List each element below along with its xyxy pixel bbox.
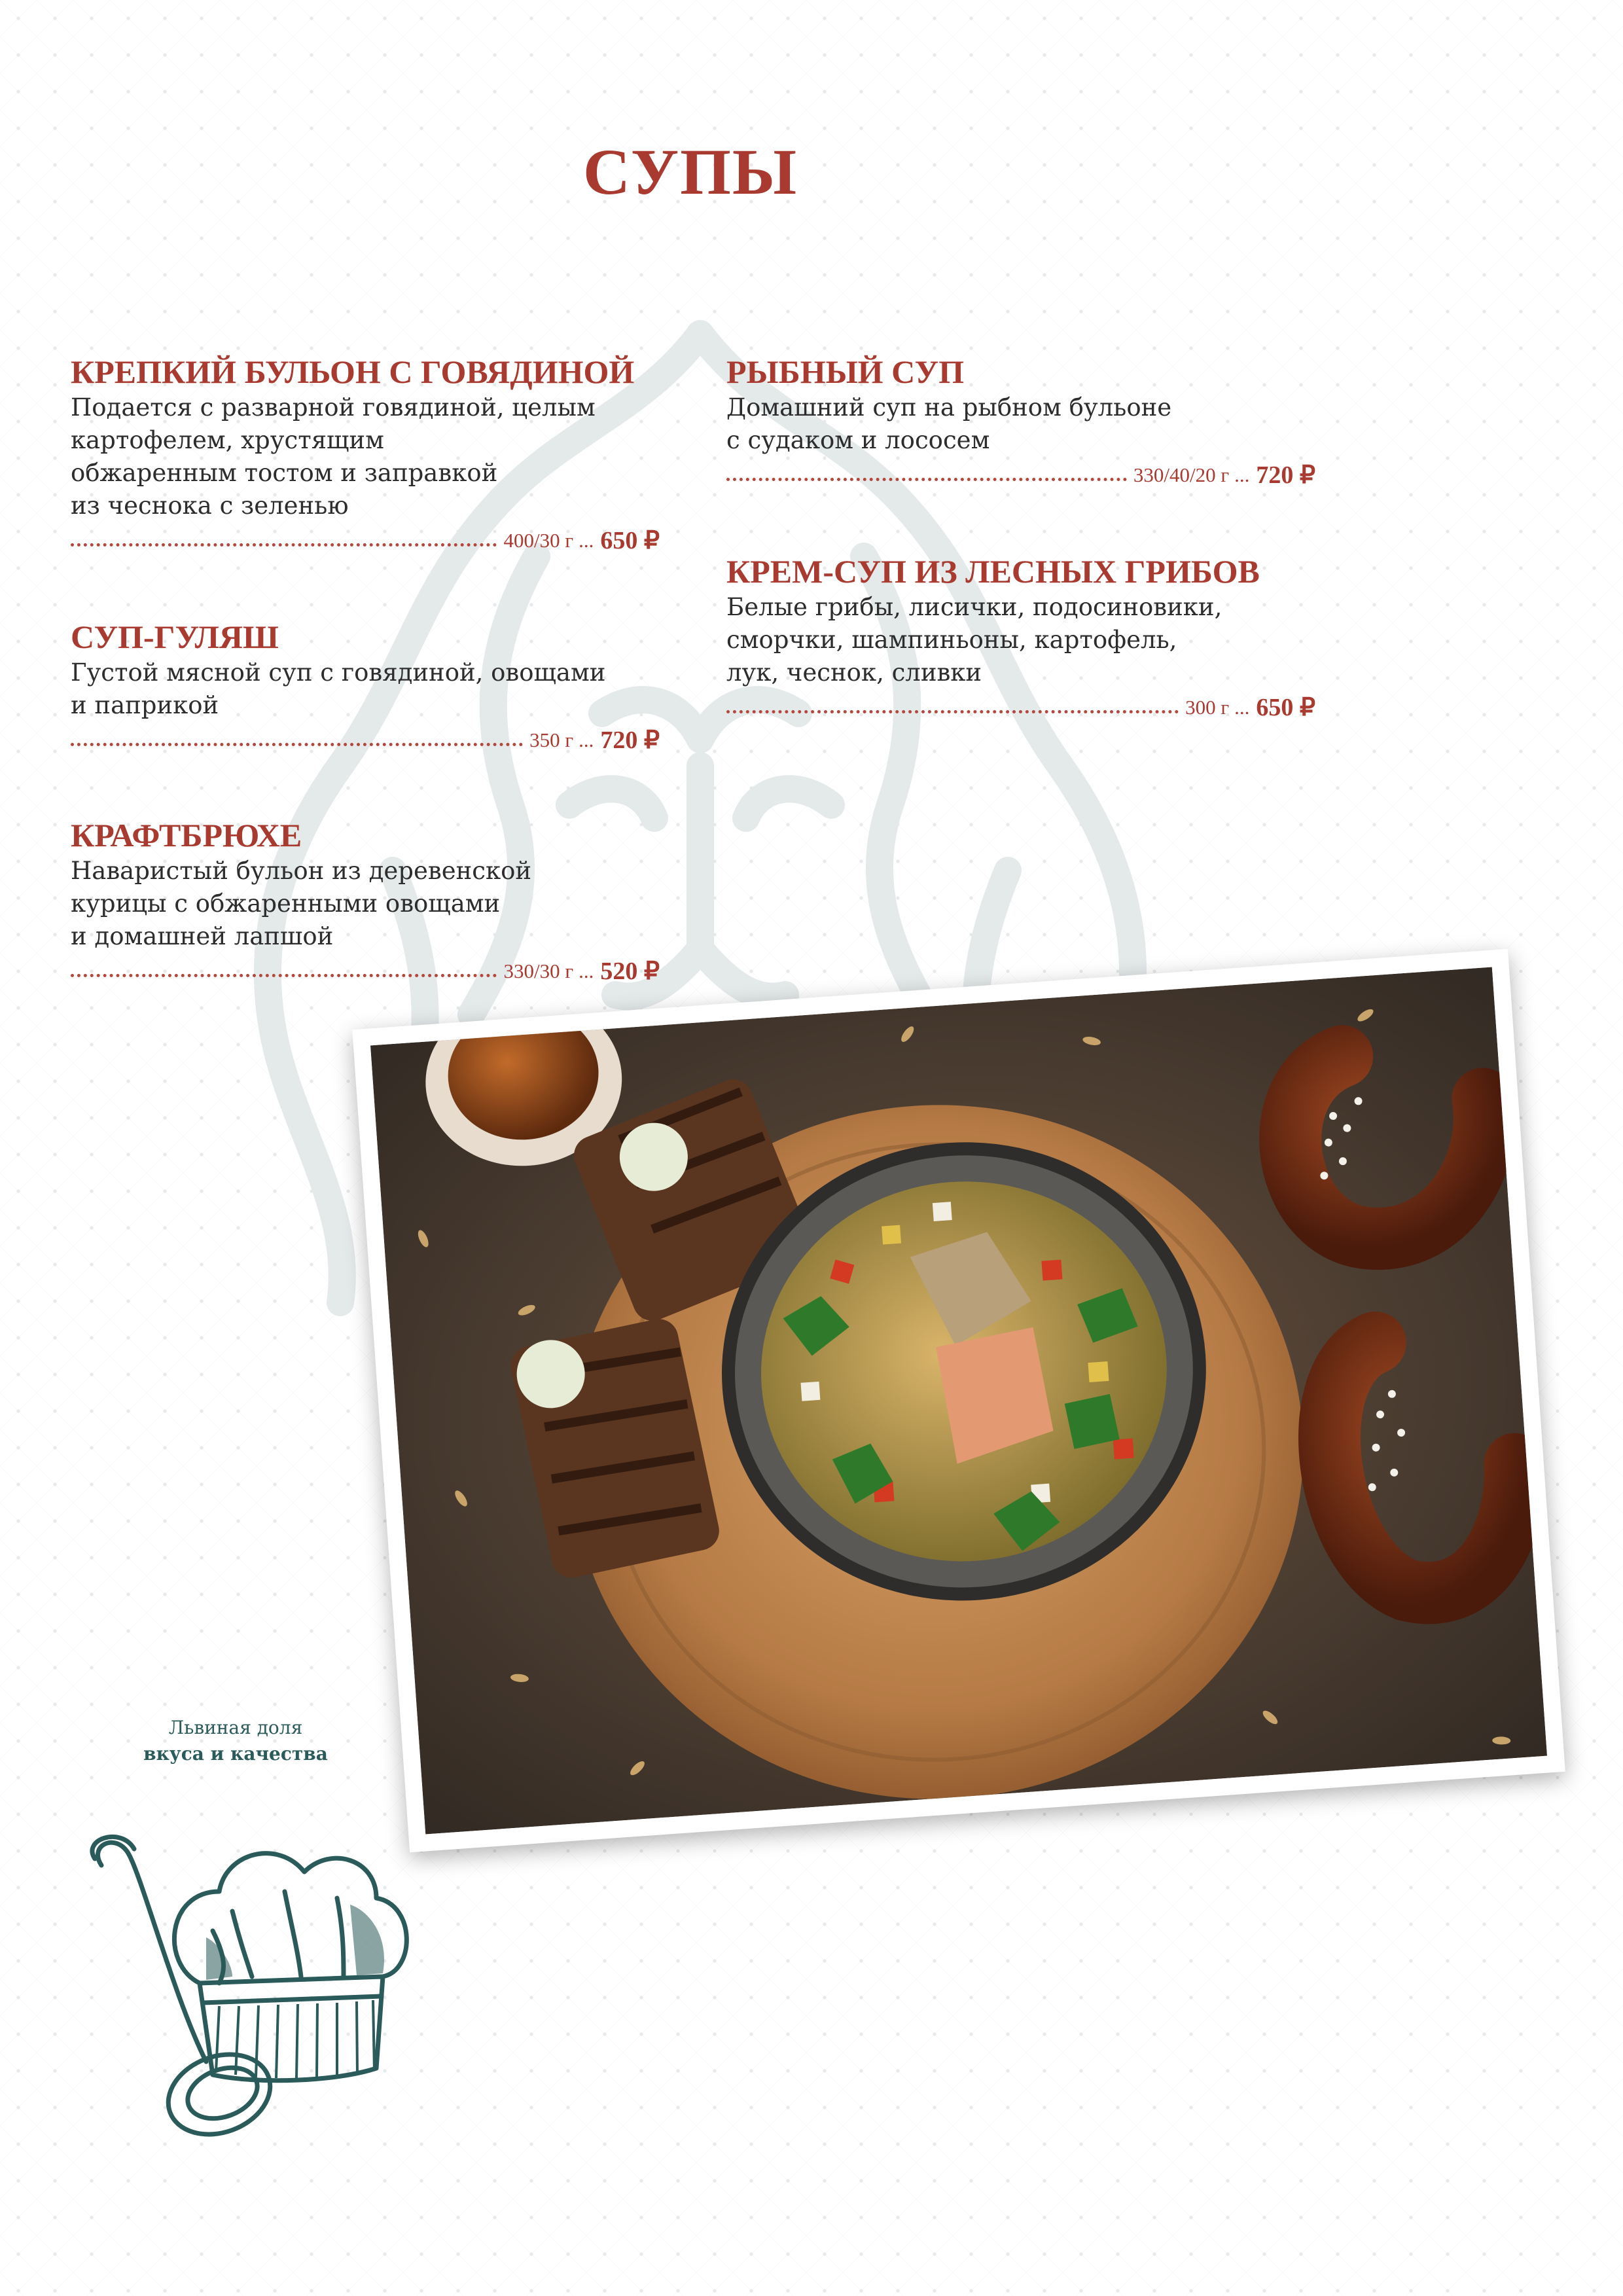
dish-weight: 330/40/20 г: [1133, 463, 1230, 486]
dish-weight: 350 г: [529, 728, 574, 751]
slogan-line-1: Львиная доля: [168, 1717, 303, 1738]
price-row: [71, 957, 660, 986]
price-separator: ...: [1234, 696, 1250, 719]
dish-weight: 330/30 г: [503, 960, 574, 982]
page-title: СУПЫ: [582, 135, 798, 208]
soup-bowl-photo-icon: [370, 967, 1547, 1835]
dish-price: 650 ₽: [600, 527, 660, 554]
dotted-leader: [726, 710, 1179, 713]
dish-price: 650 ₽: [1256, 694, 1315, 721]
dish-price: 720 ₽: [600, 726, 660, 754]
dish-weight: 400/30 г: [503, 529, 574, 552]
soup-photo: [352, 949, 1565, 1852]
price-row: [726, 693, 1315, 722]
dish-weight: 300 г: [1185, 696, 1230, 719]
dish-name: СУП-ГУЛЯШ: [71, 619, 279, 655]
price-separator: ...: [579, 529, 594, 552]
dish-name: КРАФТБРЮХЕ: [71, 817, 302, 853]
dish-name: КРЕМ-СУП ИЗ ЛЕСНЫХ ГРИБОВ: [726, 553, 1260, 590]
dish-description: Белые грибы, лисички, подосиновики, сморчки, шампиньоны, картофель, лук, чеснок, сливки: [726, 593, 1222, 687]
price-row: [71, 526, 660, 555]
dish-item: [71, 619, 660, 755]
slogan: [131, 1715, 340, 1767]
dish-name: КРЕПКИЙ БУЛЬОН С ГОВЯДИНОЙ: [71, 353, 635, 390]
dotted-leader: [71, 543, 497, 547]
dish-name: РЫБНЫЙ СУП: [726, 353, 965, 390]
price-separator: ...: [1234, 463, 1250, 486]
price-separator: ...: [579, 960, 594, 982]
dish-description: Густой мясной суп с говядиной, овощами и паприкой: [71, 658, 606, 719]
slogan-line-2: вкуса и качества: [143, 1743, 328, 1765]
dish-item: [71, 817, 660, 986]
dotted-leader: [71, 974, 497, 977]
chef-hat-and-ladle-icon: [62, 1780, 429, 2147]
price-row: [726, 461, 1315, 490]
dish-price: 720 ₽: [1256, 461, 1315, 489]
dotted-leader: [726, 478, 1127, 481]
dish-item: [726, 553, 1315, 722]
dish-price: 520 ₽: [600, 958, 660, 985]
price-separator: ...: [579, 728, 594, 751]
dish-description: Подается с разварной говядиной, целым картофелем, хрустящим обжаренным тостом и заправкой из чеснока с зеленью: [71, 393, 596, 520]
dish-description: Наваристый бульон из деревенской курицы с обжаренными овощами и домашней лапшой: [71, 857, 532, 950]
dish-item: [71, 353, 660, 555]
dish-description: Домашний суп на рыбном бульоне с судаком и лососем: [726, 393, 1172, 454]
dish-item: [726, 353, 1315, 490]
price-row: [71, 726, 660, 755]
dotted-leader: [71, 743, 523, 746]
